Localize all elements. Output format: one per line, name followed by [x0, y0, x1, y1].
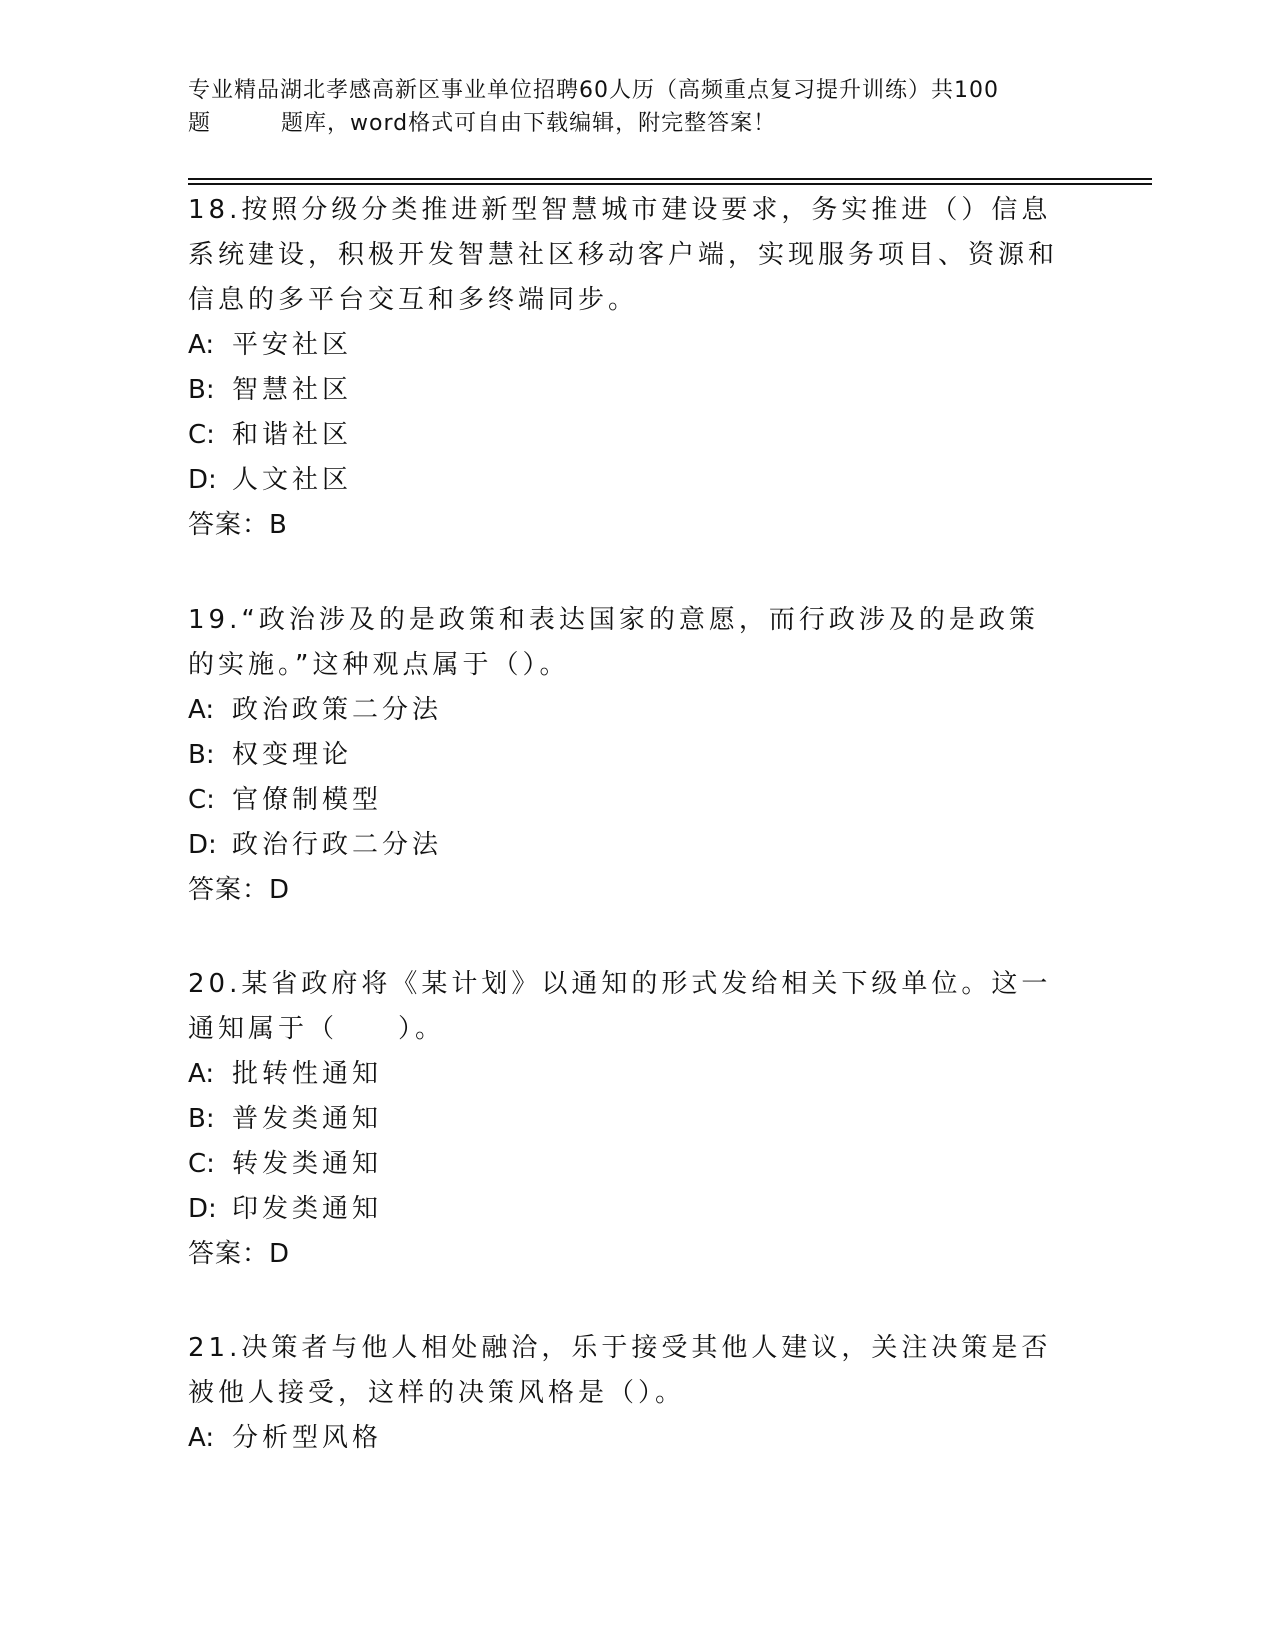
header-divider-bottom [188, 183, 1152, 185]
option-letter: C: [188, 785, 215, 815]
option-text: 普发类通知 [232, 1104, 383, 1134]
option-d [188, 458, 1068, 503]
option-letter: D: [188, 1194, 217, 1224]
option-letter: B: [188, 1104, 215, 1134]
header-divider-top [188, 178, 1152, 180]
page-header [188, 74, 1068, 140]
question-stem: 18.按照分级分类推进新型智慧城市建设要求，务实推进（）信息系统建设，积极开发智慧社区移动客户端，实现服务项目、资源和信息的多平台交互和多终端同步。 [188, 195, 1059, 315]
question-stem: 21.决策者与他人相处融洽，乐于接受其他人建议，关注决策是否被他人接受，这样的决策风格是（）。 [188, 1333, 1052, 1408]
option-text: 政治政策二分法 [232, 695, 443, 725]
option-a [188, 1416, 1068, 1461]
option-d [188, 823, 1068, 868]
header-title-continuation: 题库，word格式可自由下载编辑，附完整答案！ [281, 111, 777, 136]
option-letter: C: [188, 1149, 215, 1179]
question-stem: 19.“政治涉及的是政策和表达国家的意愿，而行政涉及的是政策的实施。”这种观点属于（）。 [188, 605, 1039, 680]
option-text: 转发类通知 [232, 1149, 383, 1179]
option-letter: C: [188, 420, 215, 450]
question-20 [188, 962, 1068, 1277]
option-text: 官僚制模型 [232, 785, 383, 815]
question-stem: 20.某省政府将《某计划》以通知的形式发给相关下级单位。这一通知属于（ ）。 [188, 969, 1052, 1044]
answer-line: 答案：D [188, 875, 291, 905]
option-d [188, 1187, 1068, 1232]
option-a [188, 688, 1068, 733]
option-letter: A: [188, 1059, 215, 1089]
option-text: 智慧社区 [232, 375, 353, 405]
option-b [188, 1097, 1068, 1142]
answer-line: 答案：B [188, 510, 288, 540]
option-text: 批转性通知 [232, 1059, 383, 1089]
option-text: 权变理论 [232, 740, 353, 770]
option-text: 平安社区 [232, 330, 353, 360]
option-c [188, 1142, 1068, 1187]
option-letter: D: [188, 465, 217, 495]
question-18 [188, 188, 1068, 548]
header-title-fragment: 题 [188, 111, 212, 136]
option-a [188, 323, 1068, 368]
option-text: 政治行政二分法 [232, 830, 443, 860]
option-letter: B: [188, 740, 215, 770]
option-c [188, 413, 1068, 458]
option-b [188, 368, 1068, 413]
option-text: 和谐社区 [232, 420, 353, 450]
option-letter: B: [188, 375, 215, 405]
header-title-line-1: 专业精品湖北孝感高新区事业单位招聘60人历（高频重点复习提升训练）共100 [188, 78, 999, 103]
question-21 [188, 1326, 1068, 1461]
option-letter: A: [188, 695, 215, 725]
option-letter: A: [188, 1423, 215, 1453]
option-letter: A: [188, 330, 215, 360]
question-19 [188, 598, 1068, 913]
option-b [188, 733, 1068, 778]
option-text: 分析型风格 [232, 1423, 383, 1453]
option-text: 印发类通知 [232, 1194, 383, 1224]
option-c [188, 778, 1068, 823]
option-letter: D: [188, 830, 217, 860]
header-title-line-2 [188, 107, 1068, 140]
option-text: 人文社区 [232, 465, 353, 495]
answer-line: 答案：D [188, 1239, 291, 1269]
option-a [188, 1052, 1068, 1097]
